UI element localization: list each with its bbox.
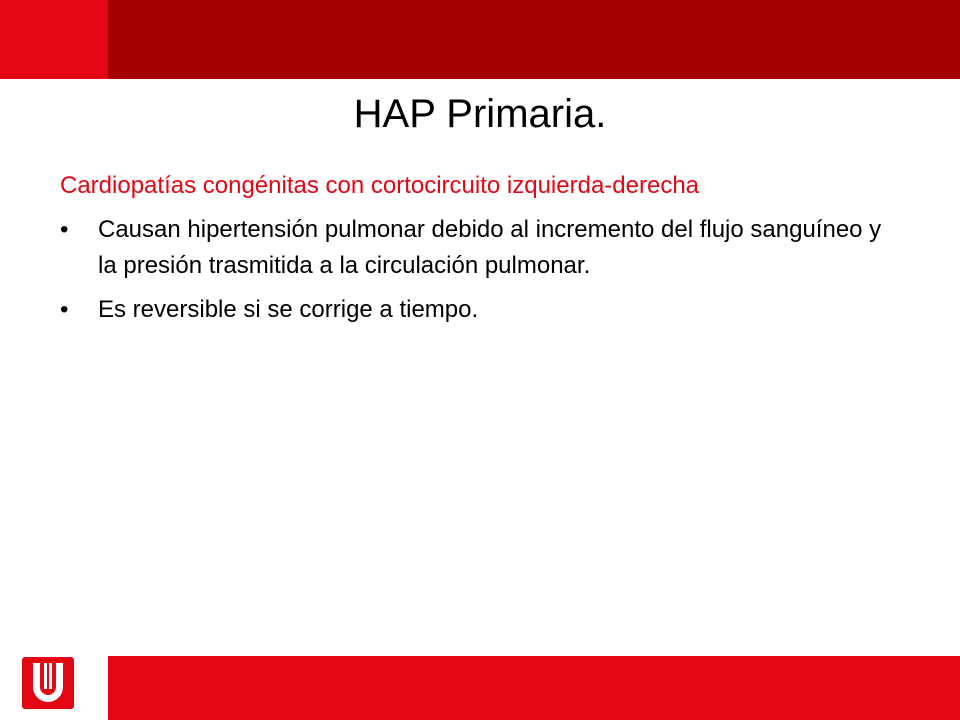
slide-title: HAP Primaria.: [353, 92, 607, 136]
bullet-marker: •: [60, 216, 69, 243]
bullet-marker: •: [60, 296, 69, 323]
bullet-list: [60, 212, 890, 328]
footer-band: [108, 656, 960, 720]
header-band: [0, 0, 960, 79]
slide-subheading: Cardiopatías congénitas con cortocircuito izquierda-derecha: [60, 172, 700, 199]
bullet-item: [60, 212, 890, 284]
bullet-item: [60, 292, 890, 328]
bullet-text: Causan hipertensión pulmonar debido al incremento del flujo sanguíneo y la presión trasmitida a la circulación pulmonar.: [98, 216, 882, 279]
university-u-logo-icon: [22, 657, 74, 709]
header-accent-block: [0, 0, 108, 79]
slide-content: [60, 168, 890, 336]
bullet-text: Es reversible si se corrige a tiempo.: [98, 296, 479, 323]
